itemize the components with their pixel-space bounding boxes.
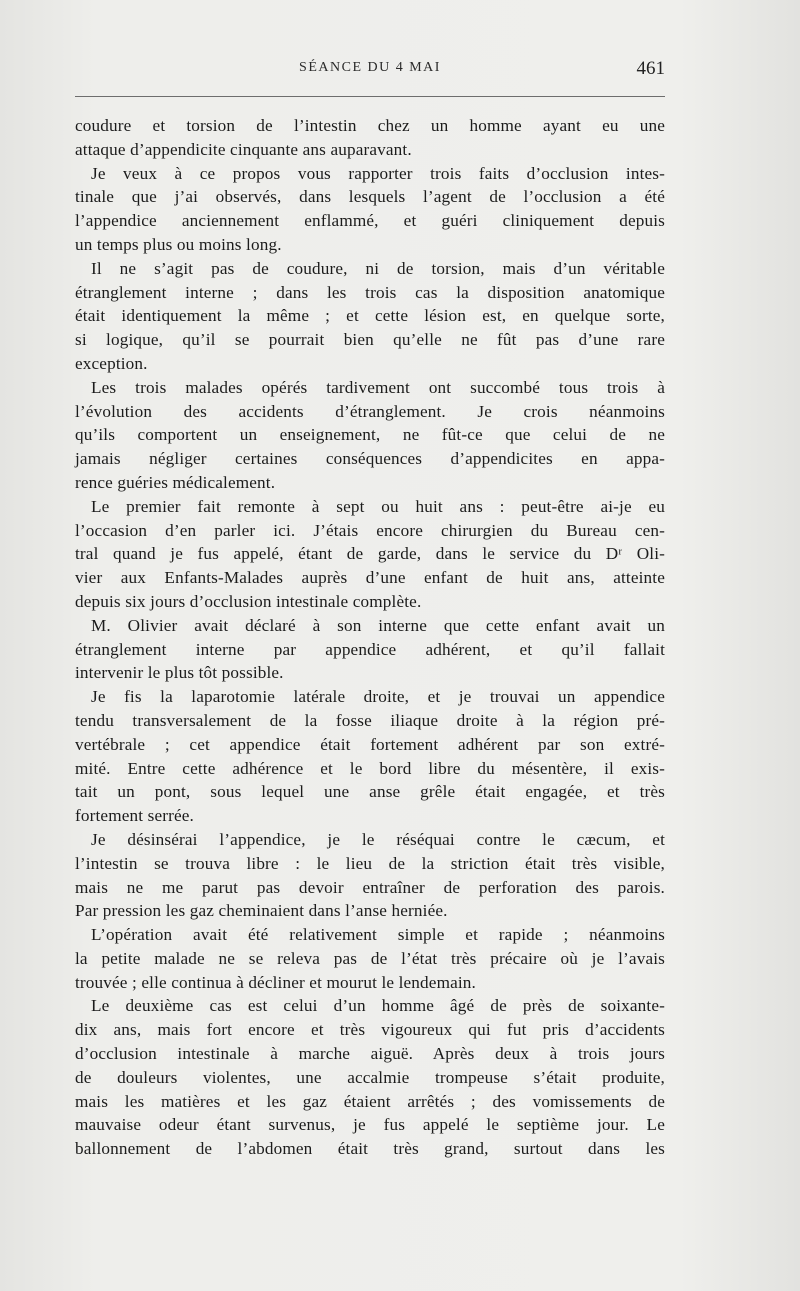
text-line: l’intestin se trouva libre : le lieu de la striction était très visible,	[75, 853, 665, 873]
text-line: la petite malade ne se releva pas de l’état très précaire où je l’avais	[75, 948, 665, 968]
text-line: tral quand je fus appelé, étant de garde, dans le service du Dʳ Oli-	[75, 544, 665, 564]
text-line: mité. Entre cette adhérence et le bord libre du mésentère, il exis-	[75, 758, 665, 778]
text-line: Par pression les gaz cheminaient dans l’anse herniée.	[75, 901, 448, 921]
text-line: fortement serrée.	[75, 806, 194, 826]
text-line: intervenir le plus tôt possible.	[75, 663, 284, 683]
text-line: de douleurs violentes, une accalmie trompeuse s’était produite,	[75, 1067, 665, 1087]
text-line: depuis six jours d’occlusion intestinale complète.	[75, 591, 422, 611]
text-line: Le deuxième cas est celui d’un homme âgé de près de soixante-	[91, 996, 665, 1016]
text-line: un temps plus ou moins long.	[75, 234, 282, 254]
page-header	[75, 58, 665, 86]
text-line: mauvaise odeur étant survenus, je fus appelé le septième jour. Le	[75, 1115, 665, 1135]
text-line: exception.	[75, 353, 148, 373]
text-line: d’occlusion intestinale à marche aiguë. Après deux à trois jours	[75, 1044, 665, 1064]
text-line: vertébrale ; cet appendice était fortement adhérent par son extré-	[75, 734, 665, 754]
running-title: SÉANCE DU 4 MAI	[299, 60, 441, 75]
text-line: trouvée ; elle continua à décliner et mourut le lendemain.	[75, 972, 476, 992]
text-line: mais ne me parut pas devoir entraîner de perforation des parois.	[75, 877, 665, 897]
text-line: M. Olivier avait déclaré à son interne que cette enfant avait un	[91, 615, 665, 635]
text-line: L’opération avait été relativement simple et rapide ; néanmoins	[91, 925, 665, 945]
text-line: Le premier fait remonte à sept ou huit ans : peut-être ai-je eu	[91, 496, 665, 516]
text-line: ballonnement de l’abdomen était très grand, surtout dans les	[75, 1139, 665, 1159]
text-line: l’appendice anciennement enflammé, et guéri cliniquement depuis	[75, 211, 665, 231]
text-line: dix ans, mais fort encore et très vigoureux qui fut pris d’accidents	[75, 1020, 665, 1040]
text-line: l’occasion d’en parler ici. J’étais encore chirurgien du Bureau cen-	[75, 520, 665, 540]
text-line: Les trois malades opérés tardivement ont succombé tous trois à	[91, 377, 665, 397]
text-line: jamais négliger certaines conséquences d’appendicites en appa-	[75, 449, 665, 469]
text-line: attaque d’appendicite cinquante ans auparavant.	[75, 139, 412, 159]
text-line: si logique, qu’il se pourrait bien qu’elle ne fût pas d’une rare	[75, 330, 665, 350]
page-number: 461	[636, 58, 665, 79]
text-line: Je fis la laparotomie latérale droite, et je trouvai un appendice	[91, 687, 665, 707]
text-line: tait un pont, sous lequel une anse grêle était engagée, et très	[75, 782, 665, 802]
text-line: étranglement interne ; dans les trois cas la disposition anatomique	[75, 282, 665, 302]
text-line: rence guéries médicalement.	[75, 472, 276, 492]
body-text	[75, 114, 665, 1161]
text-line: tinale que j’ai observés, dans lesquels l’agent de l’occlusion a été	[75, 187, 665, 207]
text-line: tendu transversalement de la fosse iliaque droite à la région pré-	[75, 710, 665, 730]
text-line: qu’ils comportent un enseignement, ne fût-ce que celui de ne	[75, 425, 665, 445]
text-line: coudure et torsion de l’intestin chez un homme ayant eu une	[75, 116, 665, 135]
text-line: étranglement interne par appendice adhérent, et qu’il fallait	[75, 639, 665, 659]
text-line: Il ne s’agit pas de coudure, ni de torsion, mais d’un véritable	[91, 258, 665, 278]
text-line: était identiquement la même ; et cette lésion est, en quelque sorte,	[75, 306, 665, 326]
header-rule	[75, 96, 665, 97]
text-line: l’évolution des accidents d’étranglement. Je crois néanmoins	[75, 401, 665, 421]
text-line: vier aux Enfants-Malades auprès d’une enfant de huit ans, atteinte	[75, 568, 665, 588]
text-line: Je veux à ce propos vous rapporter trois faits d’occlusion intes-	[91, 163, 665, 183]
text-line: Je désinsérai l’appendice, je le réséquai contre le cæcum, et	[91, 829, 665, 849]
text-line: mais les matières et les gaz étaient arrêtés ; des vomissements de	[75, 1091, 665, 1111]
